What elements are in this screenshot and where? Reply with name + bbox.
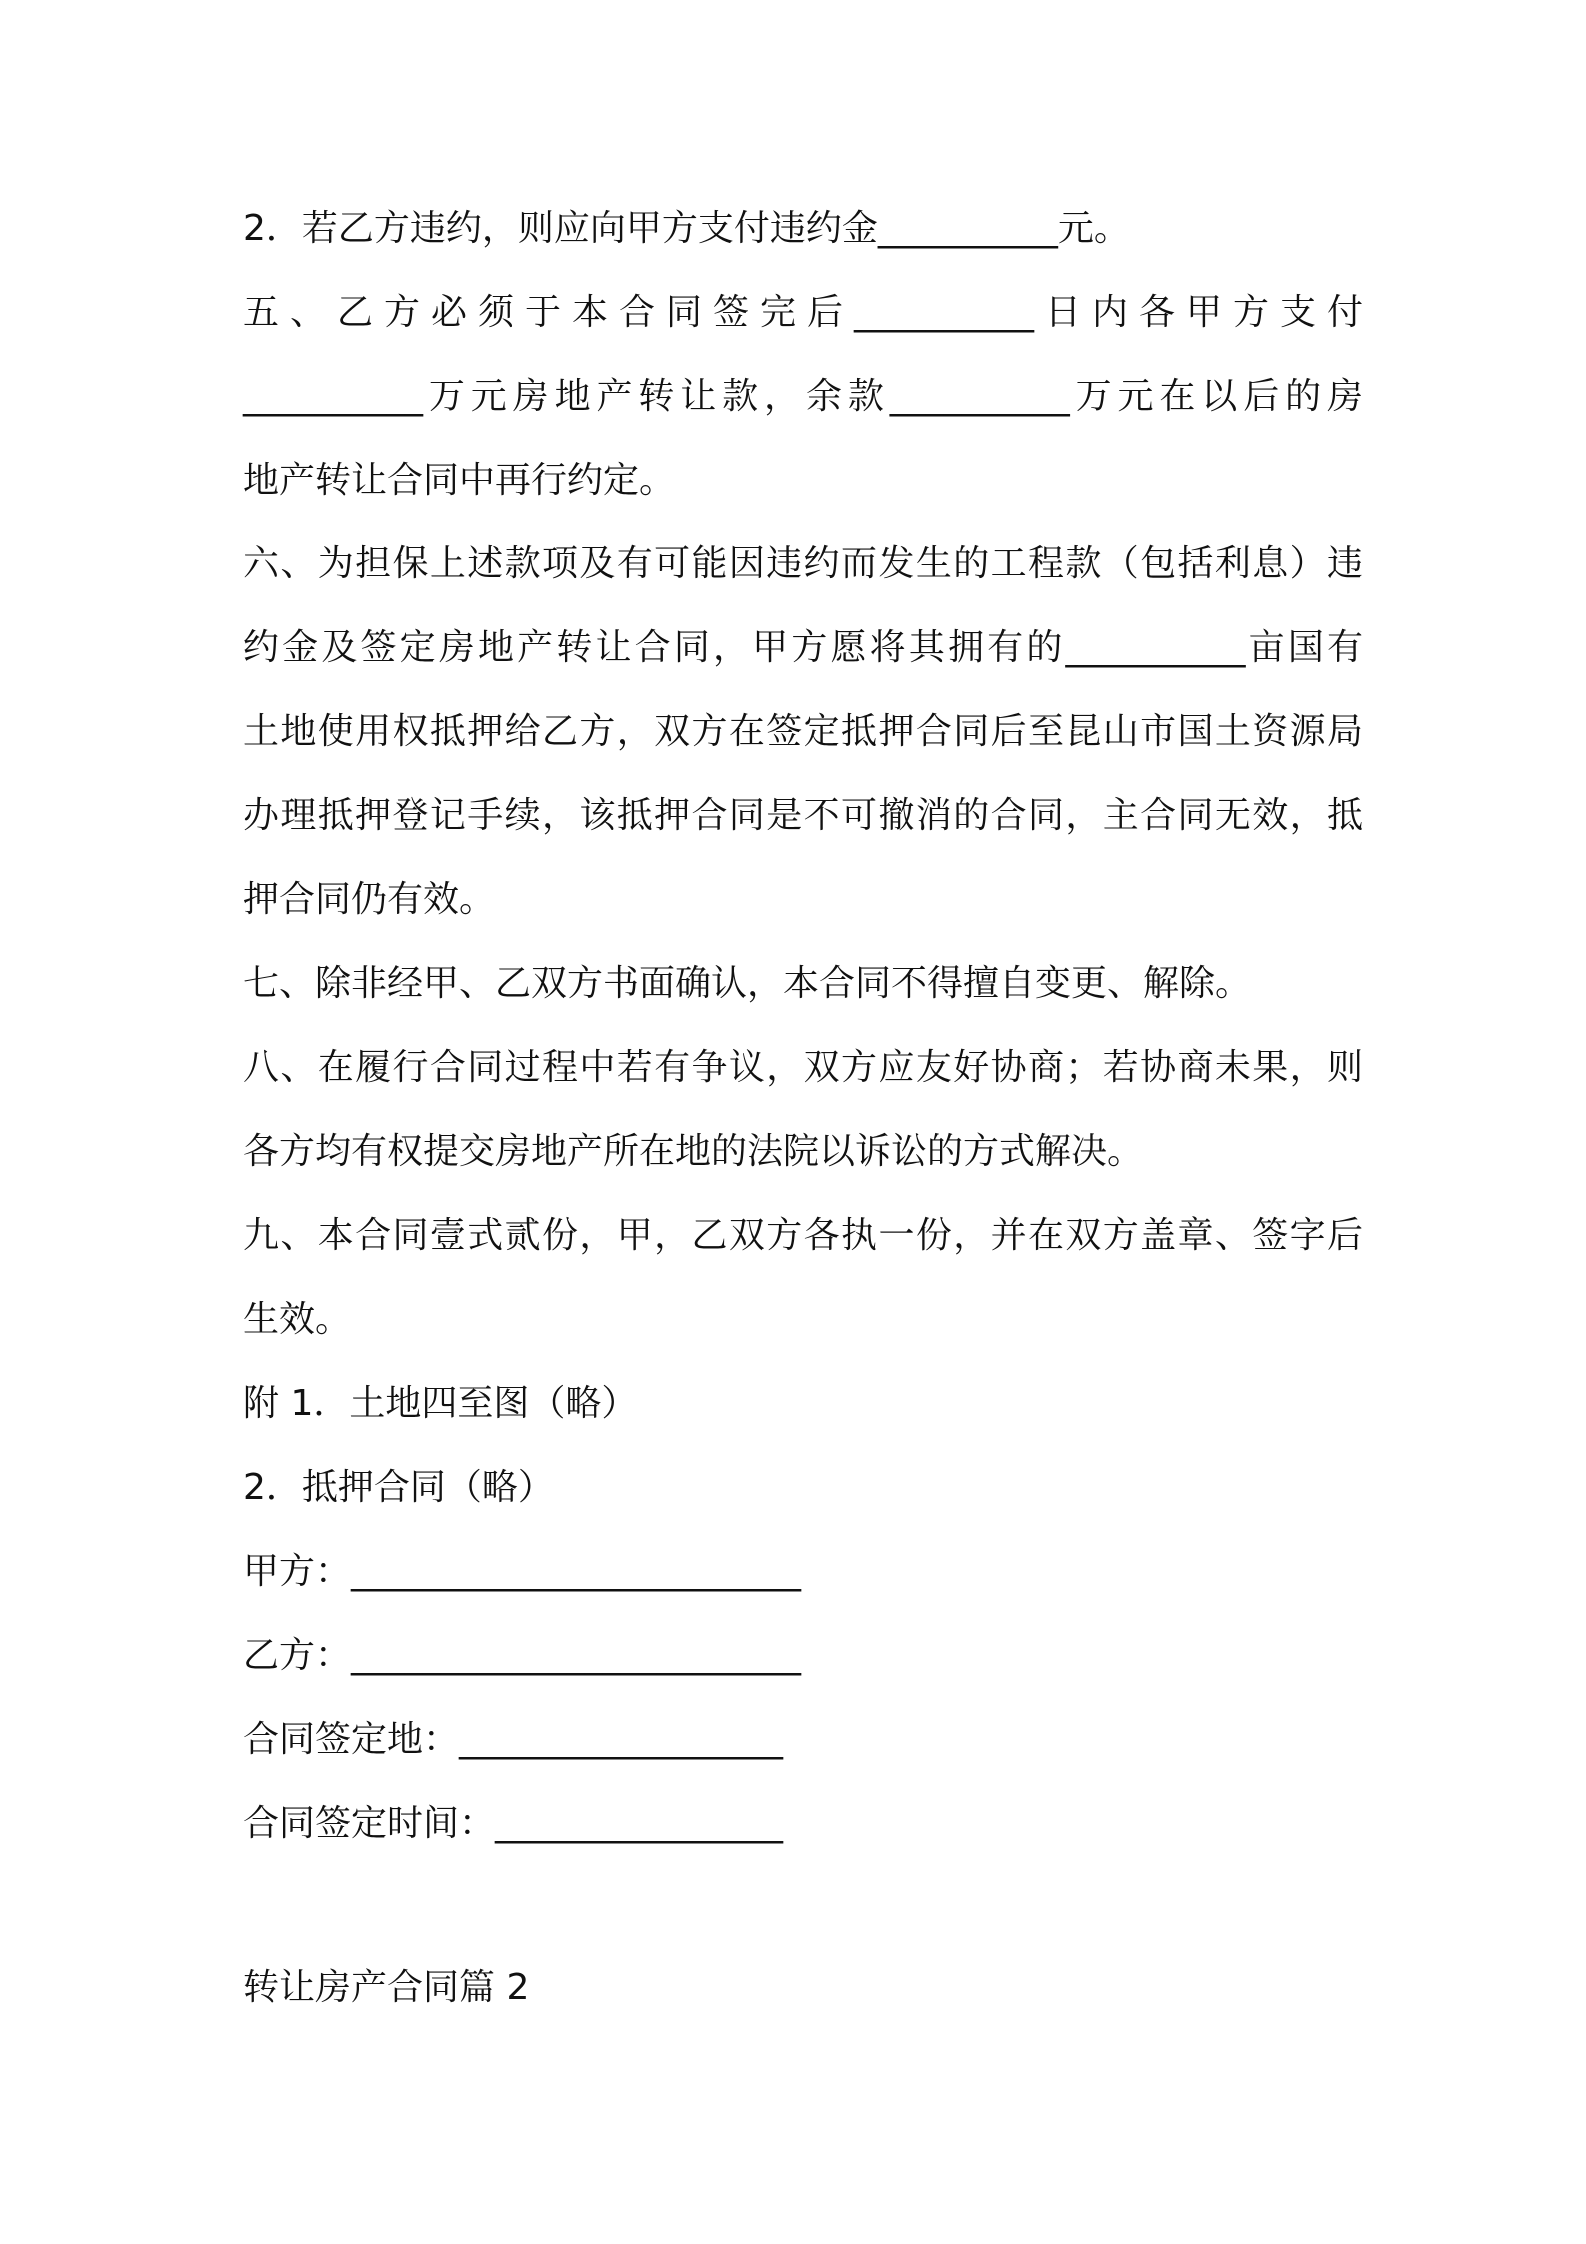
signing-time-line: 合同签定时间：________________ bbox=[243, 1803, 784, 1844]
clause-5-line-1: 五、乙方必须于本合同签完后__________日内各甲方支付 bbox=[243, 292, 1363, 333]
clause-9-line-2: 生效。 bbox=[243, 1299, 352, 1340]
clause-8-line-1: 八、在履行合同过程中若有争议，双方应友好协商；若协商未果，则 bbox=[243, 1047, 1363, 1088]
section-heading: 转让房产合同篇 2 bbox=[243, 1967, 530, 2008]
clause-8-line-2: 各方均有权提交房地产所在地的法院以诉讼的方式解决。 bbox=[243, 1131, 1144, 1172]
appendix-1: 附 1．土地四至图（略） bbox=[243, 1383, 638, 1424]
signing-place-line: 合同签定地：__________________ bbox=[243, 1719, 784, 1760]
appendix-2: 2．抵押合同（略） bbox=[243, 1467, 554, 1508]
clause-5-line-2: __________万元房地产转让款，余款__________万元在以后的房 bbox=[243, 376, 1363, 417]
clause-6-line-2: 约金及签定房地产转让合同，甲方愿将其拥有的__________亩国有 bbox=[243, 627, 1363, 668]
party-a-signature-line: 甲方：_________________________ bbox=[243, 1551, 802, 1592]
clause-6-line-3: 土地使用权抵押给乙方，双方在签定抵押合同后至昆山市国土资源局 bbox=[243, 711, 1363, 752]
party-b-signature-line: 乙方：_________________________ bbox=[243, 1635, 802, 1676]
clause-6-line-5: 押合同仍有效。 bbox=[243, 879, 496, 920]
clause-9-line-1: 九、本合同壹式贰份，甲，乙双方各执一份，并在双方盖章、签字后 bbox=[243, 1215, 1363, 1256]
clause-5-line-3: 地产转让合同中再行约定。 bbox=[243, 460, 676, 501]
clause-6-line-4: 办理抵押登记手续，该抵押合同是不可撤消的合同，主合同无效，抵 bbox=[243, 795, 1363, 836]
clause-6-line-1: 六、为担保上述款项及有可能因违约而发生的工程款（包括利息）违 bbox=[243, 543, 1363, 584]
clause-7: 七、除非经甲、乙双方书面确认，本合同不得擅自变更、解除。 bbox=[243, 963, 1252, 1004]
clause-2-penalty: 2．若乙方违约，则应向甲方支付违约金__________元。 bbox=[243, 208, 1130, 249]
